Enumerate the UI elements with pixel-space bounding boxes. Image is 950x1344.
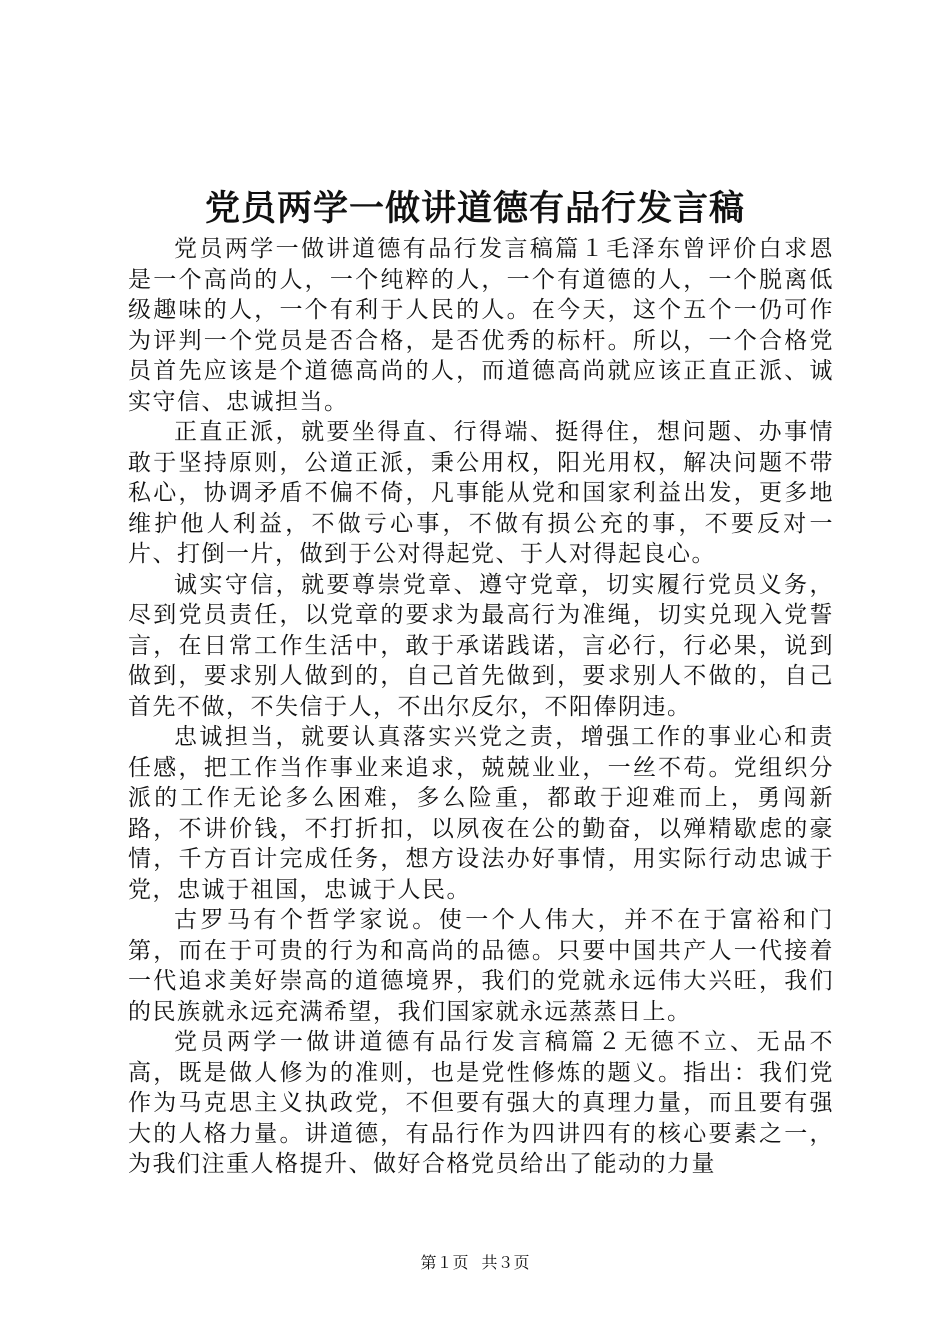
page-footer [0, 1252, 950, 1274]
page-number-current: 第１页 [420, 1253, 469, 1272]
paragraph: 正直正派，就要坐得直、行得端、挺得住，想问题、办事情敢于坚持原则，公道正派，秉公用权，阳光用权，解决问题不带私心，协调矛盾不偏不倚，凡事能从党和国家利益出发，更多地维护他人利益，不做亏心事，不做有损公充的事，不要反对一片、打倒一片，做到于公对得起党、于人对得起良心。 [128, 419, 834, 567]
paragraph: 忠诚担当，就要认真落实兴党之责，增强工作的事业心和责任感，把工作当作事业来追求，兢兢业业，一丝不苟。党组织分派的工作无论多么困难，多么险重，都敢于迎难而上，勇闯新路，不讲价钱，不打折扣，以夙夜在公的勤奋，以殚精歇虑的豪情，千方百计完成任务，想方设法办好事情，用实际行动忠诚于党，忠诚于祖国，忠诚于人民。 [128, 724, 834, 903]
document-title: 党员两学一做讲道德有品行发言稿 [204, 188, 745, 229]
paragraph: 诚实守信，就要尊崇党章、遵守党章，切实履行党员义务，尽到党员责任，以党章的要求为最高行为准绳，切实兑现入党誓言，在日常工作生活中，敢于承诺践诺，言必行，行必果，说到做到，要求别人做到的，自己首先做到，要求别人不做的，自己首先不做，不失信于人，不出尔反尔，不阳俸阴违。 [128, 571, 834, 720]
page-number-total: 共３页 [481, 1253, 530, 1272]
document-body [128, 234, 834, 1180]
paragraph: 古罗马有个哲学家说。使一个人伟大，并不在于富裕和门第，而在于可贵的行为和高尚的品德。只要中国共产人一代接着一代追求美好崇高的道德境界，我们的党就永远伟大兴旺，我们的民族就永远充满希望，我们国家就永远蒸蒸日上。 [128, 907, 834, 1025]
paragraph: 党员两学一做讲道德有品行发言稿篇１毛泽东曾评价白求恩是一个高尚的人，一个纯粹的人，一个有道德的人，一个脱离低级趣味的人，一个有利于人民的人。在今天，这个五个一仍可作为评判一个党员是否合格，是否优秀的标杆。所以，一个合格党员首先应该是个道德高尚的人，而道德高尚就应该正直正派、诚实守信、忠诚担当。 [128, 236, 834, 415]
paragraph: 党员两学一做讲道德有品行发言稿篇２无德不立、无品不高，既是做人修为的准则，也是党性修炼的题义。指出：我们党作为马克思主义执政党，不但要有强大的真理力量，而且要有强大的人格力量。讲道德，有品行作为四讲四有的核心要素之一，为我们注重人格提升、做好合格党员给出了能动的力量 [128, 1029, 834, 1177]
